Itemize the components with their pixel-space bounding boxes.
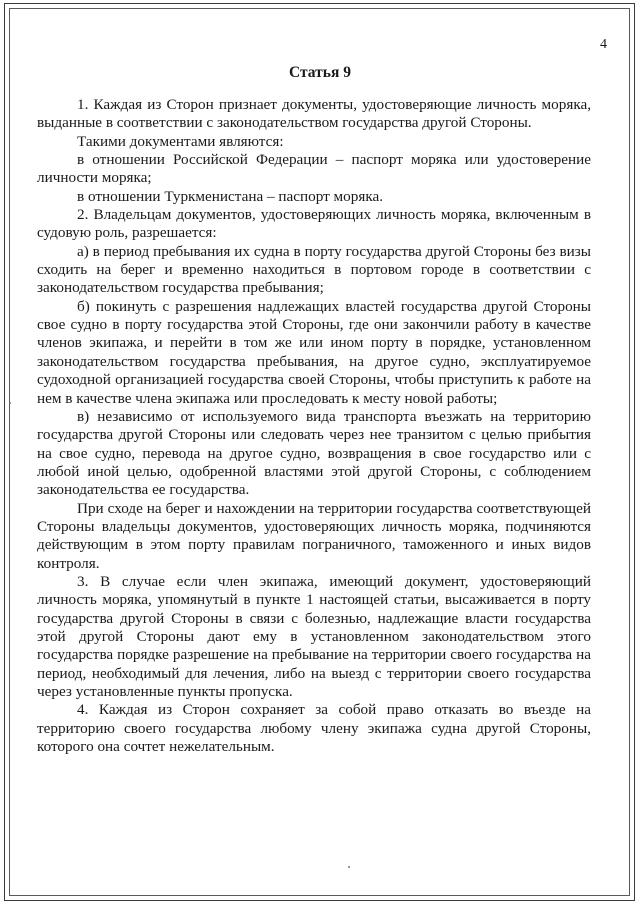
scan-speck	[9, 402, 11, 404]
page-number: 4	[600, 37, 607, 52]
paragraph-4: в отношении Туркменистана – паспорт моряка.	[77, 187, 384, 205]
paragraph-10: 3. В случае если член экипажа, имеющий документ, удостоверяющий личность моряка, упомянутый в пункте 1 настоящей статьи, высаживается в порту государства другой Стороны в связи с болезнью, надлежащие власти государства этой другой Стороны дают ему в установленном законодательством этого государства порядке разрешение на пребывание на территории своего государства на период, необходимый для лечения, либо на выезд с территории своего государства через установленные пункты пропуска.	[37, 572, 591, 700]
paragraph-3: в отношении Российской Федерации – паспорт моряка или удостоверение личности моряка;	[37, 151, 591, 187]
article-title: Статья 9	[289, 64, 351, 81]
paragraph-1: 1. Каждая из Сторон признает документы, удостоверяющие личность моряка, выданные в соответствии с законодательством государства другой Стороны.	[37, 96, 591, 132]
paragraph-6: а) в период пребывания их судна в порту государства другой Стороны без визы сходить на берег и временно находиться в портовом городе в соответствии с законодательством государства пребывания;	[37, 242, 591, 297]
scan-speck	[348, 866, 350, 868]
paragraph-2: Такими документами являются:	[77, 132, 284, 150]
paragraph-9: При сходе на берег и нахождении на территории государства соответствующей Стороны владельцы документов, удостоверяющих личность моряка, подчиняются действующим в этом порту правилам пограничного, таможенного и иных видов контроля.	[37, 499, 591, 572]
paragraph-8: в) независимо от используемого вида транспорта въезжать на территорию государства другой Стороны или следовать через нее транзитом с целью прибытия на свое судно, перевода на другое судно, возвращения в свое государство или с любой иной целью, одобренной властями этой другой Стороны, с соблюдением законодательства ее государства.	[37, 407, 591, 499]
paragraph-7: б) покинуть с разрешения надлежащих властей государства другой Стороны свое судно в порту государства этой Стороны, где они закончили работу в качестве членов экипажа, и перейти в том же или ином порту в порядке, установленном законодательством государства пребывания, на другое судно, эксплуатируемое судоходной организацией государства своей Стороны, чтобы приступить к работе на нем в качестве члена экипажа или проследовать к месту новой работы;	[37, 297, 591, 407]
paragraph-11: 4. Каждая из Сторон сохраняет за собой право отказать во въезде на территорию своего государства любому члену экипажа судна другой Стороны, которого она сочтет нежелательным.	[37, 701, 591, 756]
article-body	[37, 96, 591, 756]
paragraph-5: 2. Владельцам документов, удостоверяющих личность моряка, включенным в судовую роль, разрешается:	[37, 206, 591, 242]
